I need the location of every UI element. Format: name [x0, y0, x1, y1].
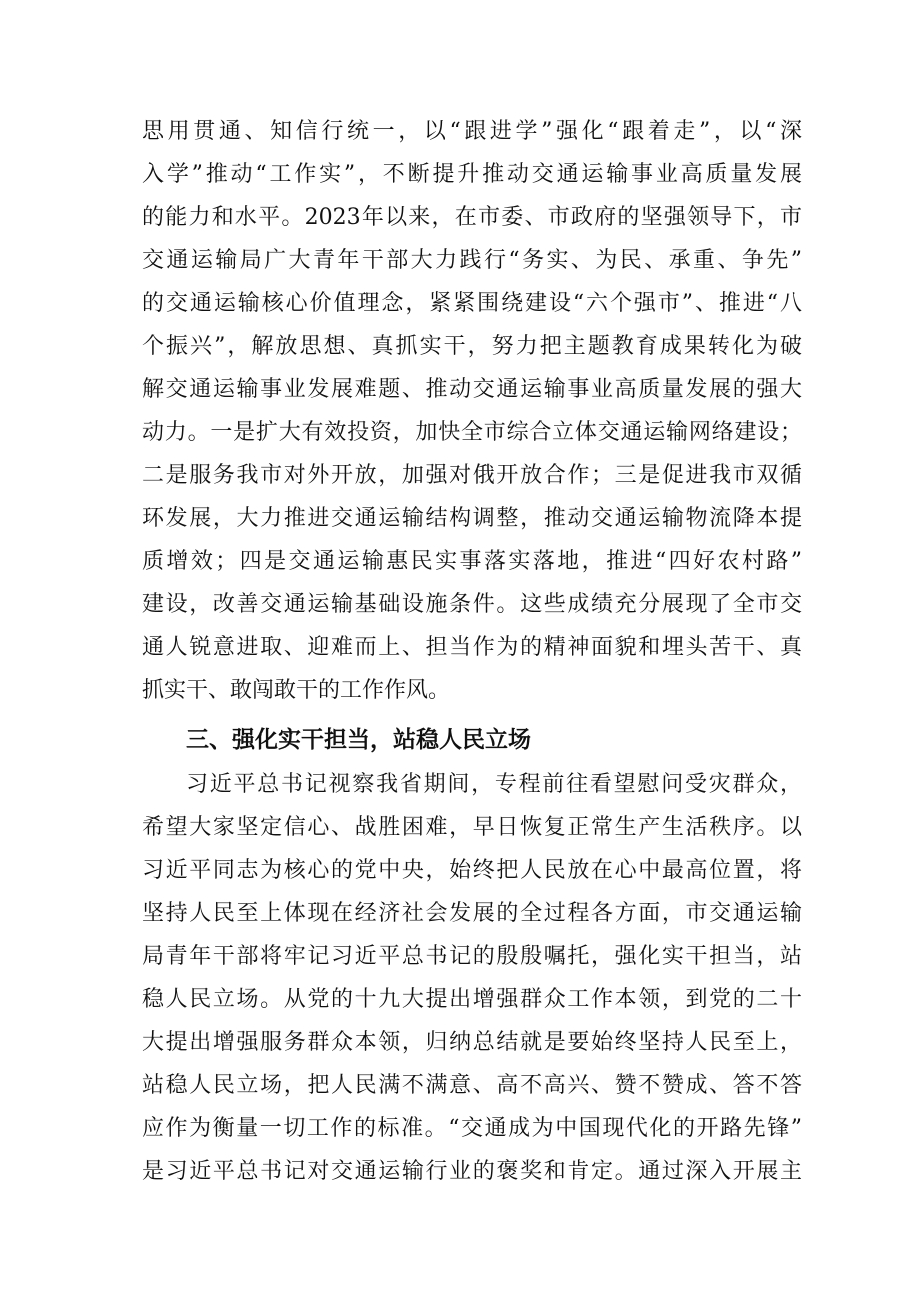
paragraph-line: 动力。一是扩大有效投资，加快全市综合立体交通运输网络建设； — [142, 420, 802, 445]
paragraph-line: 交通运输局广大青年干部大力践行“务实、为民、承重、争先” — [142, 248, 802, 273]
paragraph-line: 是习近平总书记对交通运输行业的褒奖和肯定。通过深入开展主 — [142, 1159, 802, 1184]
paragraph-line: 环发展，大力推进交通运输结构调整，推动交通运输物流降本提 — [142, 506, 802, 531]
paragraph-line: 建设，改善交通运输基础设施条件。这些成绩充分展现了全市交 — [142, 592, 802, 617]
paragraph-line: 通人锐意进取、迎难而上、担当作为的精神面貌和埋头苦干、真 — [142, 635, 802, 660]
paragraph-line: 的交通运输核心价值理念，紧紧围绕建设“六个强市”、推进“八 — [142, 291, 802, 316]
paragraph-line: 应作为衡量一切工作的标准。“交通成为中国现代化的开路先锋” — [142, 1116, 802, 1141]
paragraph-line: 的能力和水平。2023年以来，在市委、市政府的坚强领导下，市 — [142, 205, 802, 230]
paragraph-line: 入学”推动“工作实”，不断提升推动交通运输事业高质量发展 — [142, 162, 802, 187]
paragraph-line: 大提出增强服务群众本领，归纳总结就是要始终坚持人民至上， — [142, 1030, 802, 1055]
paragraph-line: 思用贯通、知信行统一，以“跟进学”强化“跟着走”，以“深 — [142, 119, 802, 144]
paragraph-line: 稳人民立场。从党的十九大提出增强群众工作本领，到党的二十 — [142, 987, 802, 1012]
paragraph-line: 个振兴”，解放思想、真抓实干，努力把主题教育成果转化为破 — [142, 334, 802, 359]
paragraph-line: 站稳人民立场，把人民满不满意、高不高兴、赞不赞成、答不答 — [142, 1073, 802, 1098]
paragraph-line: 抓实干、敢闯敢干的工作作风。 — [142, 678, 451, 703]
paragraph-line: 坚持人民至上体现在经济社会发展的全过程各方面，市交通运输 — [142, 901, 802, 926]
paragraph-line: 习近平同志为核心的党中央，始终把人民放在心中最高位置，将 — [142, 858, 802, 883]
paragraph-line: 解交通运输事业发展难题、推动交通运输事业高质量发展的强大 — [142, 377, 802, 402]
paragraph-line: 希望大家坚定信心、战胜困难，早日恢复正常生产生活秩序。以 — [142, 815, 802, 840]
paragraph-line: 二是服务我市对外开放，加强对俄开放合作；三是促进我市双循 — [142, 463, 802, 488]
section-heading: 三、强化实干担当，站稳人民立场 — [186, 727, 531, 753]
paragraph-line: 局青年干部将牢记习近平总书记的殷殷嘱托，强化实干担当，站 — [142, 944, 802, 969]
paragraph-line: 质增效；四是交通运输惠民实事落实落地，推进“四好农村路” — [142, 549, 802, 574]
paragraph-line: 习近平总书记视察我省期间，专程前往看望慰问受灾群众， — [186, 772, 802, 797]
